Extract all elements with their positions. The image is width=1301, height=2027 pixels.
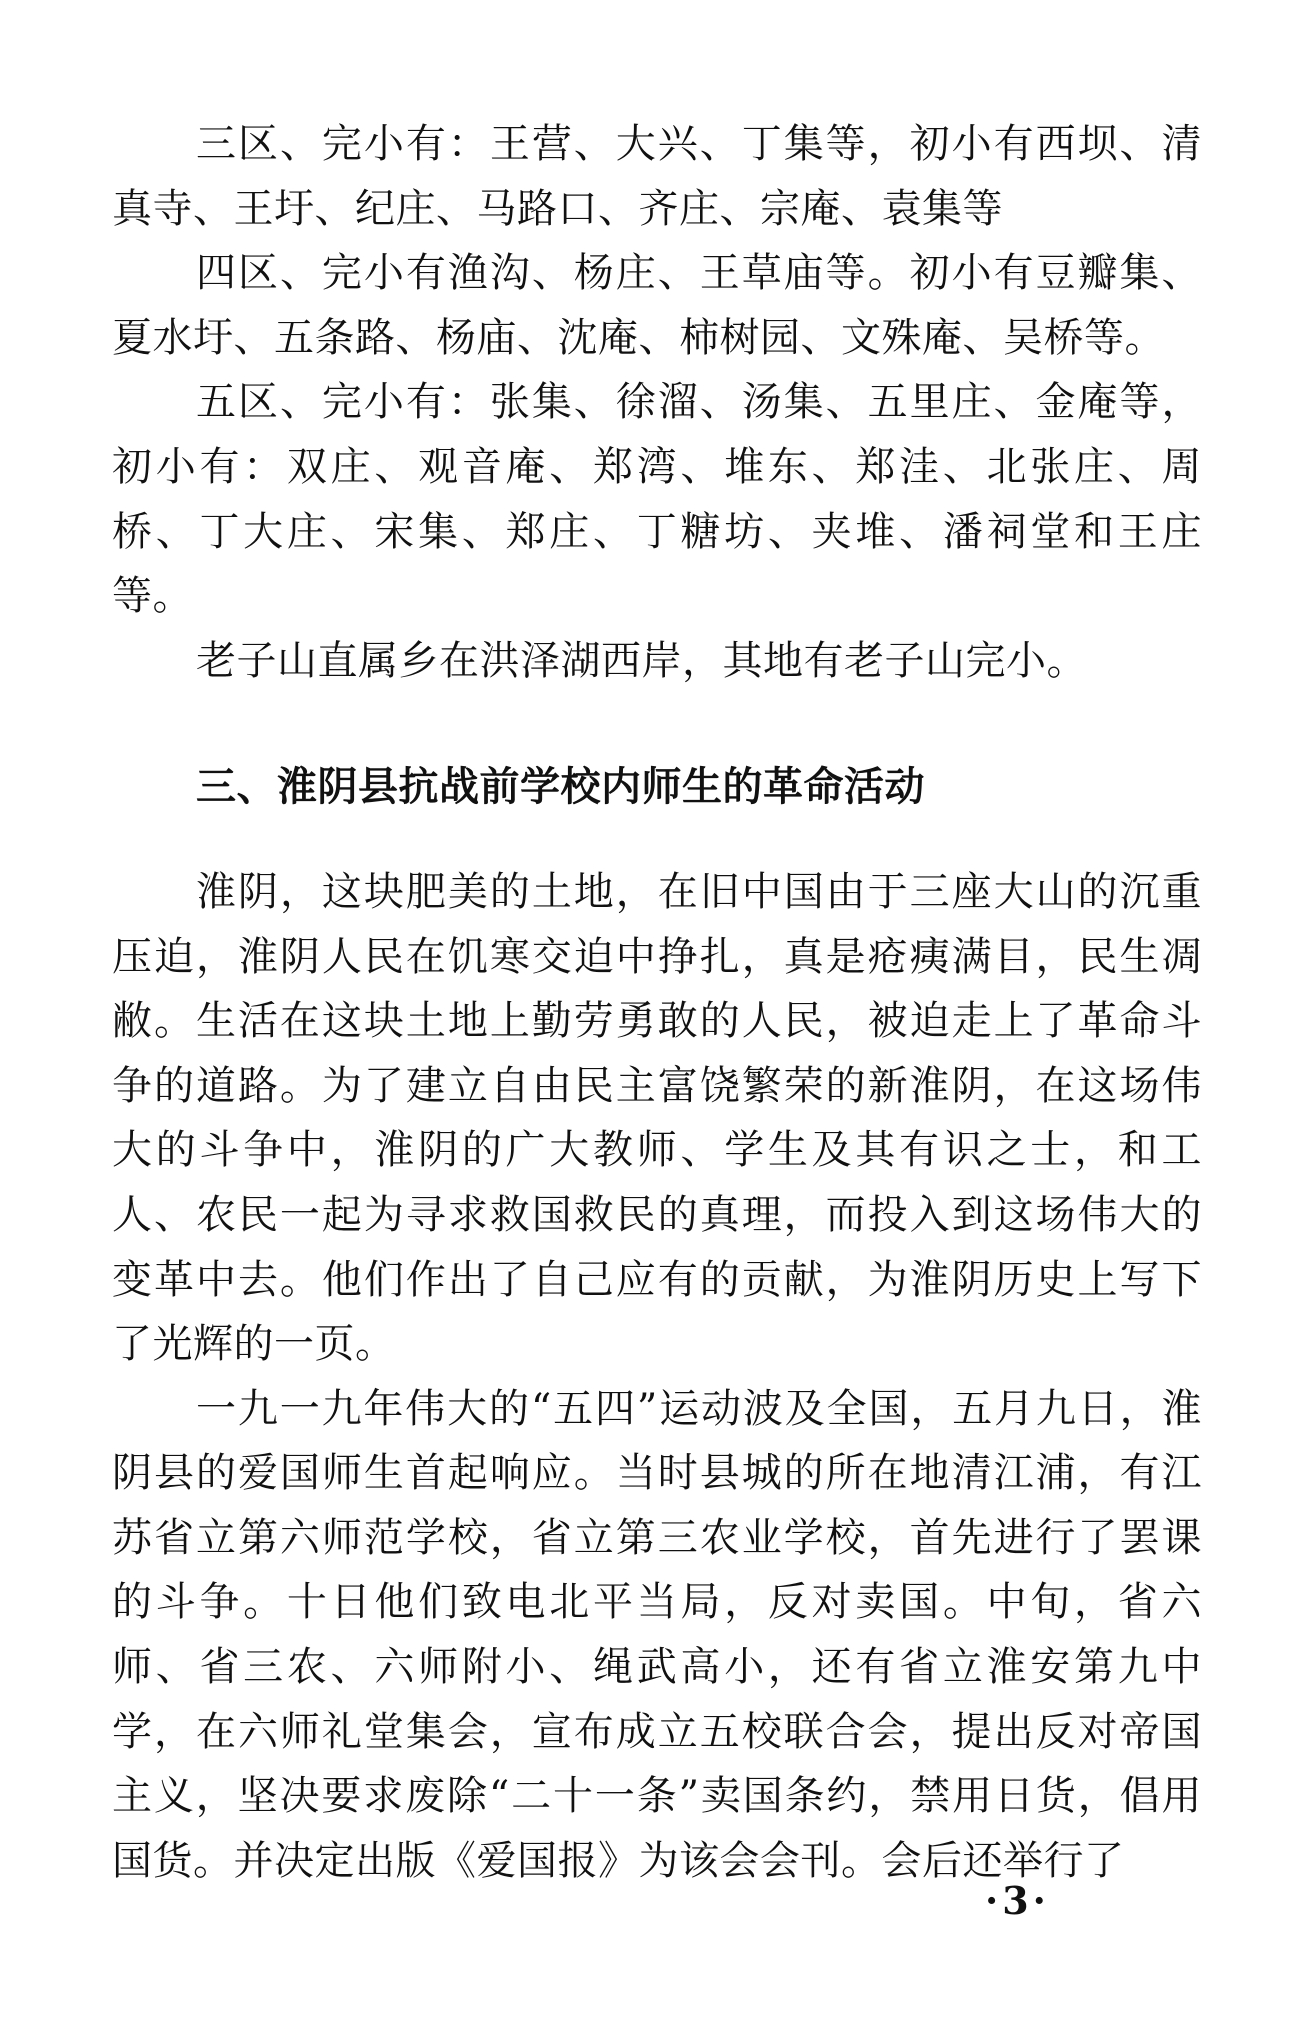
body-text xyxy=(112,112,1202,1893)
paragraph-district-5: 五区、完小有：张集、徐溜、汤集、五里庄、金庵等，初小有：双庄、观音庵、郑湾、堆东、郑洼、北张庄、周桥、丁大庄、宋集、郑庄、丁糖坊、夹堆、潘祠堂和王庄等。 xyxy=(112,379,1202,620)
page-number: ·3· xyxy=(985,1878,1050,1923)
section-heading: 三、淮阴县抗战前学校内师生的革命活动 xyxy=(196,763,925,811)
paragraph-district-4: 四区、完小有渔沟、杨庄、王草庙等。初小有豆瓣集、夏水圩、五条路、杨庙、沈庵、柿树园、文殊庵、吴桥等。 xyxy=(112,250,1202,361)
paragraph-huaiyin-intro: 淮阴，这块肥美的土地，在旧中国由于三座大山的沉重压迫，淮阴人民在饥寒交迫中挣扎，真是疮痍满目，民生凋敝。生活在这块土地上勤劳勇敢的人民，被迫走上了革命斗争的道路。为了建立自由民主富饶繁荣的新淮阴，在这场伟大的斗争中，淮阴的广大教师、学生及其有识之士，和工人、农民一起为寻求救国救民的真理，而投入到这场伟大的变革中去。他们作出了自己应有的贡献，为淮阴历史上写下了光辉的一页。 xyxy=(112,868,1202,1368)
paragraph-district-3: 三区、完小有：王营、大兴、丁集等，初小有西坝、清真寺、王圩、纪庄、马路口、齐庄、宗庵、袁集等 xyxy=(112,121,1202,232)
paragraph-laozishan: 老子山直属乡在洪泽湖西岸，其地有老子山完小。 xyxy=(196,637,1087,684)
paragraph-may-fourth: 一九一九年伟大的“五四”运动波及全国，五月九日，淮阴县的爱国师生首起响应。当时县城的所在地清江浦，有江苏省立第六师范学校，省立第三农业学校，首先进行了罢课的斗争。十日他们致电北平当局，反对卖国。中旬，省六师、省三农、六师附小、绳武高小，还有省立淮安第九中学，在六师礼堂集会，宣布成立五校联合会，提出反对帝国主义，坚决要求废除“二十一条”卖国条约，禁用日货，倡用国货。并决定出版《爱国报》为该会会刊。会后还举行了 xyxy=(112,1385,1202,1884)
